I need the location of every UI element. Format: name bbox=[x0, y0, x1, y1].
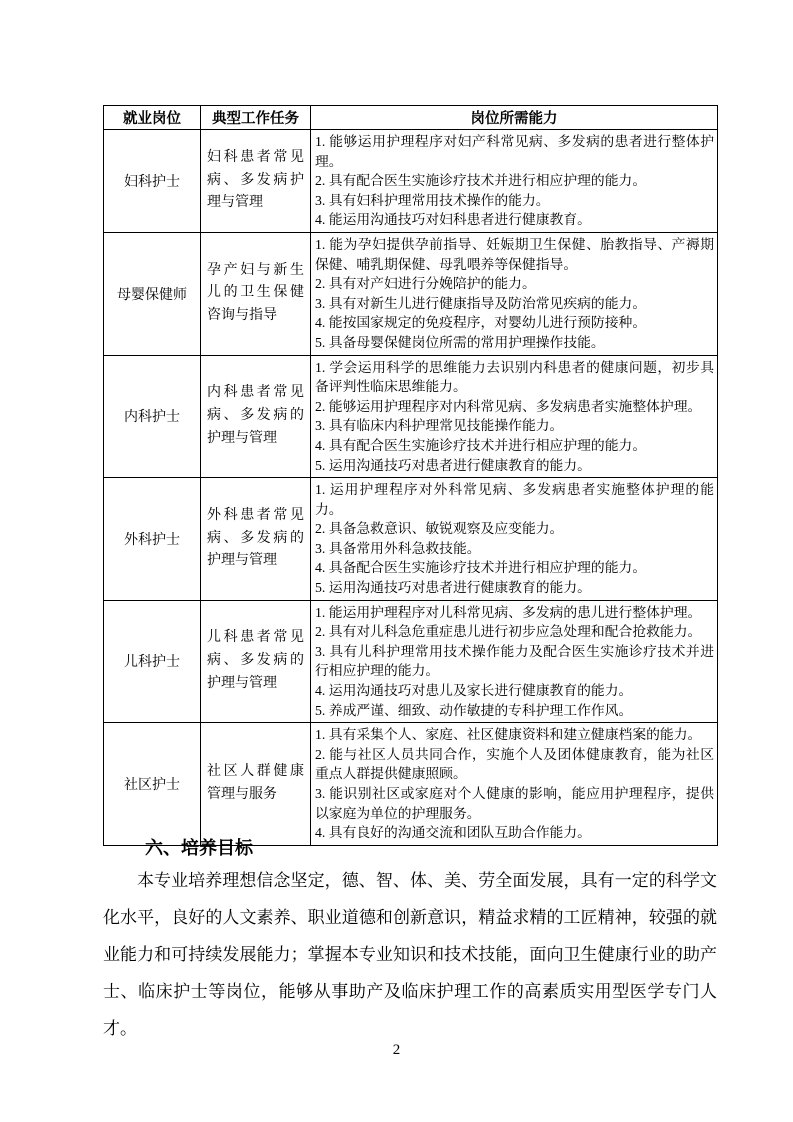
ability-item: 4. 能运用沟通技巧对妇科患者进行健康教育。 bbox=[315, 212, 591, 228]
table-row bbox=[104, 130, 718, 233]
ability-item: 2. 具有对产妇进行分娩陪护的能力。 bbox=[315, 276, 536, 292]
table-row bbox=[104, 723, 718, 846]
task-cell: 内科患者常见病、多发病的护理与管理 bbox=[201, 355, 311, 478]
jobs-table bbox=[103, 105, 718, 846]
position-cell: 社区护士 bbox=[104, 723, 201, 846]
section-paragraph: 本专业培养理想信念坚定，德、智、体、美、劳全面发展，具有一定的科学文化水平，良好的人文素养、职业道德和创新意识，精益求精的工匠精神，较强的就业能力和可持续发展能力；掌握本专业知识和技术技能，面向卫生健康行业的助产士、临床护士等岗位，能够从事助产及临床护理工作的高素质实用型医学专门人才。 bbox=[103, 871, 717, 1038]
table-row bbox=[104, 478, 718, 601]
ability-item: 1. 能运用护理程序对儿科常见病、多发病的患儿进行整体护理。 bbox=[315, 604, 702, 620]
ability-item: 1. 运用护理程序对外科常见病、多发病患者实施整体护理的能力。 bbox=[315, 482, 714, 517]
ability-item: 3. 具备常用外科急救技能。 bbox=[315, 540, 481, 556]
abilities-cell bbox=[311, 478, 718, 601]
position-cell: 儿科护士 bbox=[104, 600, 201, 723]
abilities-cell bbox=[311, 723, 718, 846]
ability-item: 4. 运用沟通技巧对患儿及家长进行健康教育的能力。 bbox=[315, 683, 633, 699]
header-position: 就业岗位 bbox=[104, 106, 201, 130]
header-abilities: 岗位所需能力 bbox=[311, 106, 718, 130]
ability-item: 5. 具备母婴保健岗位所需的常用护理操作技能。 bbox=[315, 334, 605, 350]
ability-item: 4. 具备配合医生实施诊疗技术并进行相应护理的能力。 bbox=[315, 560, 647, 576]
ability-item: 5. 运用沟通技巧对患者进行健康教育的能力。 bbox=[315, 457, 591, 473]
ability-item: 2. 具备急救意识、敏锐观察及应变能力。 bbox=[315, 521, 564, 537]
ability-item: 2. 能与社区人员共同合作，实施个人及团体健康教育，能为社区重点人群提供健康照顾。 bbox=[315, 746, 714, 782]
ability-item: 1. 能为孕妇提供孕前指导、妊娠期卫生保健、胎教指导、产褥期保健、哺乳期保健、母乳喂养等保健指导。 bbox=[315, 236, 714, 272]
abilities-cell bbox=[311, 600, 718, 723]
task-cell: 妇科患者常见病、多发病护理与管理 bbox=[201, 130, 311, 233]
table-row bbox=[104, 232, 718, 355]
position-cell: 外科护士 bbox=[104, 478, 201, 601]
ability-item: 4. 具有良好的沟通交流和团队互助合作能力。 bbox=[315, 825, 591, 841]
page-number: 2 bbox=[392, 1042, 401, 1058]
position-cell: 妇科护士 bbox=[104, 130, 201, 233]
abilities-cell bbox=[311, 232, 718, 355]
table-header-row bbox=[104, 106, 718, 130]
ability-item: 2. 能够运用护理程序对内科常见病、多发病患者实施整体护理。 bbox=[315, 398, 702, 414]
ability-item: 5. 养成严谨、细致、动作敏捷的专科护理工作作风。 bbox=[315, 702, 633, 718]
task-cell: 孕产妇与新生儿的卫生保健咨询与指导 bbox=[201, 232, 311, 355]
ability-item: 4. 具有配合医生实施诊疗技术并进行相应护理的能力。 bbox=[315, 437, 647, 453]
ability-item: 3. 具有临床内科护理常见技能操作能力。 bbox=[315, 418, 564, 434]
header-task: 典型工作任务 bbox=[201, 106, 311, 130]
ability-item: 1. 能够运用护理程序对妇产科常见病、多发病的患者进行整体护理。 bbox=[315, 134, 714, 169]
task-cell: 社区人群健康管理与服务 bbox=[201, 723, 311, 846]
ability-item: 2. 具有配合医生实施诊疗技术并进行相应护理的能力。 bbox=[315, 173, 647, 189]
section-heading: 六、培养目标 bbox=[145, 838, 253, 858]
ability-item: 3. 具有对新生儿进行健康指导及防治常见疾病的能力。 bbox=[315, 295, 647, 311]
ability-item: 1. 具有采集个人、家庭、社区健康资料和建立健康档案的能力。 bbox=[315, 727, 702, 743]
ability-item: 3. 具有妇科护理常用技术操作的能力。 bbox=[315, 192, 550, 208]
position-cell: 母婴保健师 bbox=[104, 232, 201, 355]
ability-item: 1. 学会运用科学的思维能力去识别内科患者的健康问题，初步具备评判性临床思维能力。 bbox=[315, 359, 714, 395]
abilities-cell bbox=[311, 130, 718, 233]
task-cell: 外科患者常见病、多发病的护理与管理 bbox=[201, 478, 311, 601]
ability-item: 5. 运用沟通技巧对患者进行健康教育的能力。 bbox=[315, 580, 591, 596]
table-row bbox=[104, 600, 718, 723]
ability-item: 2. 具有对儿科急危重症患儿进行初步应急处理和配合抢救能力。 bbox=[315, 624, 702, 640]
task-cell: 儿科患者常见病、多发病的护理与管理 bbox=[201, 600, 311, 723]
position-cell: 内科护士 bbox=[104, 355, 201, 478]
ability-item: 3. 能识别社区或家庭对个人健康的影响，能应用护理程序，提供以家庭为单位的护理服务。 bbox=[315, 786, 714, 821]
abilities-cell bbox=[311, 355, 718, 478]
table-row bbox=[104, 355, 718, 478]
ability-item: 4. 能按国家规定的免疫程序，对婴幼儿进行预防接种。 bbox=[315, 315, 647, 331]
ability-item: 3. 具有儿科护理常用技术操作能力及配合医生实施诊疗技术并进行相应护理的能力。 bbox=[315, 643, 714, 679]
